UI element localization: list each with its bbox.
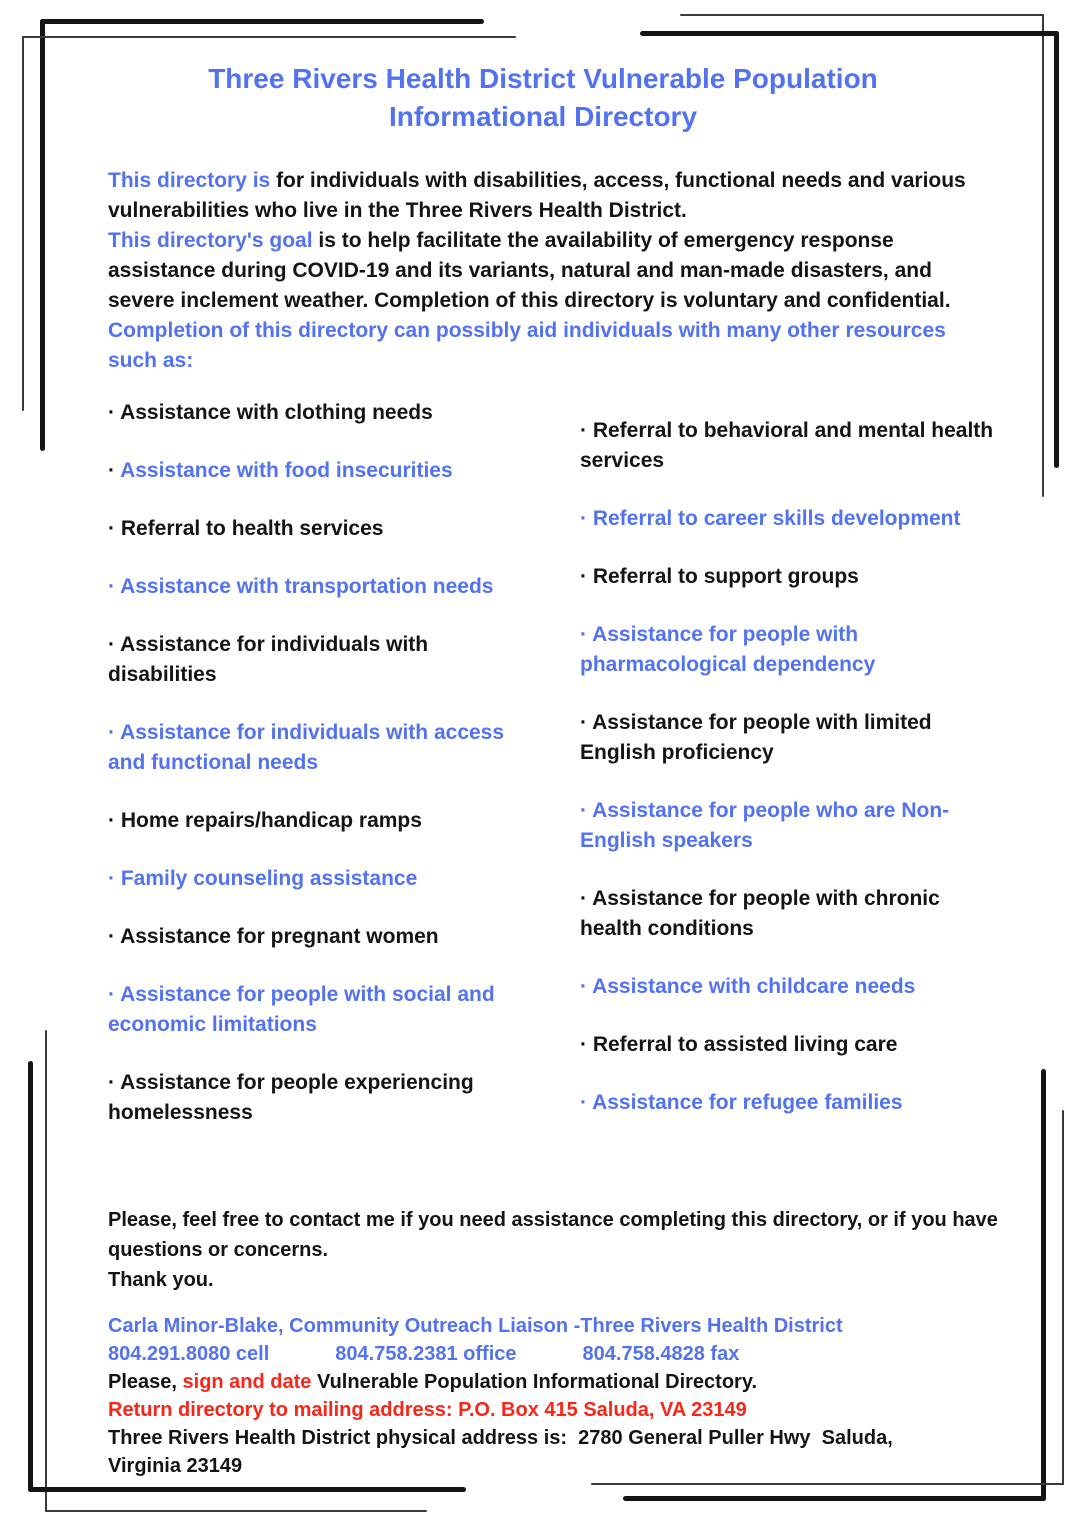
bullet-dot-icon: ·	[108, 721, 121, 744]
bullet-text: Assistance for people with chronic health conditions	[580, 887, 940, 940]
bullet-item	[108, 572, 508, 602]
bullet-item	[580, 1088, 1004, 1118]
intro-paragraph	[108, 166, 992, 376]
bullet-text: Referral to health services	[120, 517, 384, 540]
bullet-text: Assistance with clothing needs	[120, 401, 433, 424]
bullet-item	[580, 972, 1004, 1002]
bullet-item	[580, 708, 1004, 768]
frame-bottom-right-thin-v	[1062, 1110, 1064, 1485]
bullet-text: Referral to support groups	[592, 565, 859, 588]
contact-block	[108, 1312, 1038, 1480]
bullet-item	[580, 504, 1004, 534]
bullet-text: Assistance for refugee families	[592, 1091, 903, 1114]
bullet-item	[108, 1068, 508, 1128]
bullet-text: Assistance for people with social and economic limitations	[108, 983, 495, 1036]
frame-bottom-left-thin-v	[45, 1030, 47, 1512]
contact-phone-line	[108, 1340, 1038, 1368]
bullet-dot-icon: ·	[108, 401, 121, 424]
return-address-line: Return directory to mailing address: P.O. Box 415 Saluda, VA 23149	[108, 1399, 747, 1421]
bullet-dot-icon: ·	[580, 975, 593, 998]
phone-entry: 804.758.2381 office	[335, 1343, 517, 1365]
frame-bottom-left-thick-v	[28, 1061, 33, 1492]
bullet-dot-icon: ·	[108, 517, 121, 540]
bullet-dot-icon: ·	[580, 887, 593, 910]
bullet-text: Referral to behavioral and mental health services	[580, 419, 994, 472]
bullet-column-left	[108, 398, 508, 1156]
phone-entry: 804.758.4828 fax	[582, 1343, 740, 1365]
frame-bottom-left-thick-h	[28, 1487, 466, 1492]
text-segment: Completion of this directory can possibly aid individuals with many other resources such as:	[108, 319, 946, 372]
text-segment: for individuals with disabilities, access, functional needs and various vulnerabilities who live in the Three Rivers Health District.	[108, 169, 966, 222]
frame-bottom-right-thick-h	[623, 1496, 1046, 1501]
bullet-text: Assistance for people who are Non-English speakers	[580, 799, 950, 852]
text-segment: sign and date	[182, 1371, 312, 1393]
bullet-text: Assistance for people with pharmacological dependency	[580, 623, 876, 676]
bullet-text: Assistance for pregnant women	[120, 925, 439, 948]
text-segment: Thank you.	[108, 1269, 214, 1291]
text-segment: This directory's goal	[108, 229, 313, 252]
frame-top-right-thin-v	[1042, 14, 1044, 497]
bullet-dot-icon: ·	[580, 419, 593, 442]
bullet-item	[108, 630, 508, 690]
bullet-dot-icon: ·	[580, 1091, 593, 1114]
frame-top-right-thick-h	[640, 31, 1059, 36]
bullet-item	[108, 864, 508, 894]
bullet-item	[580, 1030, 1004, 1060]
bullet-text: Assistance with childcare needs	[592, 975, 916, 998]
text-segment: Three Rivers Health District physical address is: 2780 General Puller Hwy Saluda,	[108, 1427, 893, 1449]
bullet-item	[108, 718, 508, 778]
bullet-item	[108, 456, 508, 486]
bullet-dot-icon: ·	[580, 623, 593, 646]
bullet-text: Assistance with food insecurities	[120, 459, 453, 482]
bullet-item	[108, 398, 508, 428]
sign-and-date-line	[108, 1368, 1038, 1396]
bullet-item	[580, 796, 1004, 856]
bullet-text: Assistance for individuals with disabilities	[108, 633, 429, 686]
bullet-dot-icon: ·	[108, 575, 121, 598]
frame-bottom-right-thick-v	[1041, 1069, 1046, 1501]
frame-top-left-thin-v	[22, 36, 24, 411]
bullet-item	[580, 884, 1004, 944]
bullet-text: Assistance for individuals with access and functional needs	[108, 721, 505, 774]
phone-entry: 804.291.8080 cell	[108, 1343, 270, 1365]
bullet-text: Referral to assisted living care	[592, 1033, 898, 1056]
bullet-dot-icon: ·	[108, 867, 121, 890]
bullet-dot-icon: ·	[580, 1033, 593, 1056]
bullet-dot-icon: ·	[108, 809, 121, 832]
text-segment: is to help facilitate the availability of emergency response assistance during COVID-19 and its variants, natural and man-made disasters, and severe inclement weather. Completion of this directory is voluntary and confidential.	[108, 229, 951, 312]
bullet-item	[580, 620, 1004, 680]
physical-address-line	[108, 1424, 1038, 1480]
bullet-item	[108, 980, 508, 1040]
text-segment: Virginia 23149	[108, 1455, 243, 1477]
bullet-text: Home repairs/handicap ramps	[120, 809, 422, 832]
bullet-dot-icon: ·	[580, 507, 593, 530]
bullet-item	[108, 806, 508, 836]
bullet-dot-icon: ·	[580, 799, 593, 822]
bullet-dot-icon: ·	[108, 633, 121, 656]
frame-bottom-left-thin-h	[45, 1510, 427, 1512]
text-segment: This directory is	[108, 169, 277, 192]
bullet-item	[108, 922, 508, 952]
bullet-dot-icon: ·	[108, 1071, 121, 1094]
bullet-text: Referral to career skills development	[592, 507, 961, 530]
frame-top-left-thick-v	[40, 19, 45, 451]
frame-top-right-thin-h	[680, 14, 1044, 16]
bullet-text: Family counseling assistance	[120, 867, 418, 890]
bullet-text: Assistance for people experiencing homelessness	[108, 1071, 474, 1124]
closing-paragraph	[108, 1205, 1008, 1295]
page-title: Three Rivers Health District Vulnerable Population Informational Directory	[208, 63, 878, 132]
bullet-dot-icon: ·	[580, 711, 593, 734]
bullet-dot-icon: ·	[108, 459, 121, 482]
bullet-dot-icon: ·	[108, 983, 121, 1006]
bullet-item	[580, 416, 1004, 476]
bullet-dot-icon: ·	[580, 565, 593, 588]
bullet-item	[108, 514, 508, 544]
contact-name-line: Carla Minor-Blake, Community Outreach Liaison -Three Rivers Health District	[108, 1315, 843, 1337]
frame-top-right-thick-v	[1054, 31, 1059, 468]
frame-bottom-right-thin-h	[591, 1483, 1064, 1485]
bullet-column-right	[580, 416, 1004, 1146]
frame-top-left-thin-h	[22, 36, 516, 38]
bullet-text: Assistance with transportation needs	[120, 575, 494, 598]
text-segment: Please, feel free to contact me if you need assistance completing this directory, or if you have questions or concerns.	[108, 1209, 998, 1261]
bullet-text: Assistance for people with limited English proficiency	[580, 711, 932, 764]
text-segment: Vulnerable Population Informational Directory.	[311, 1371, 758, 1393]
frame-top-left-thick-h	[40, 19, 484, 24]
bullet-dot-icon: ·	[108, 925, 121, 948]
text-segment: Please,	[108, 1371, 183, 1393]
bullet-item	[580, 562, 1004, 592]
